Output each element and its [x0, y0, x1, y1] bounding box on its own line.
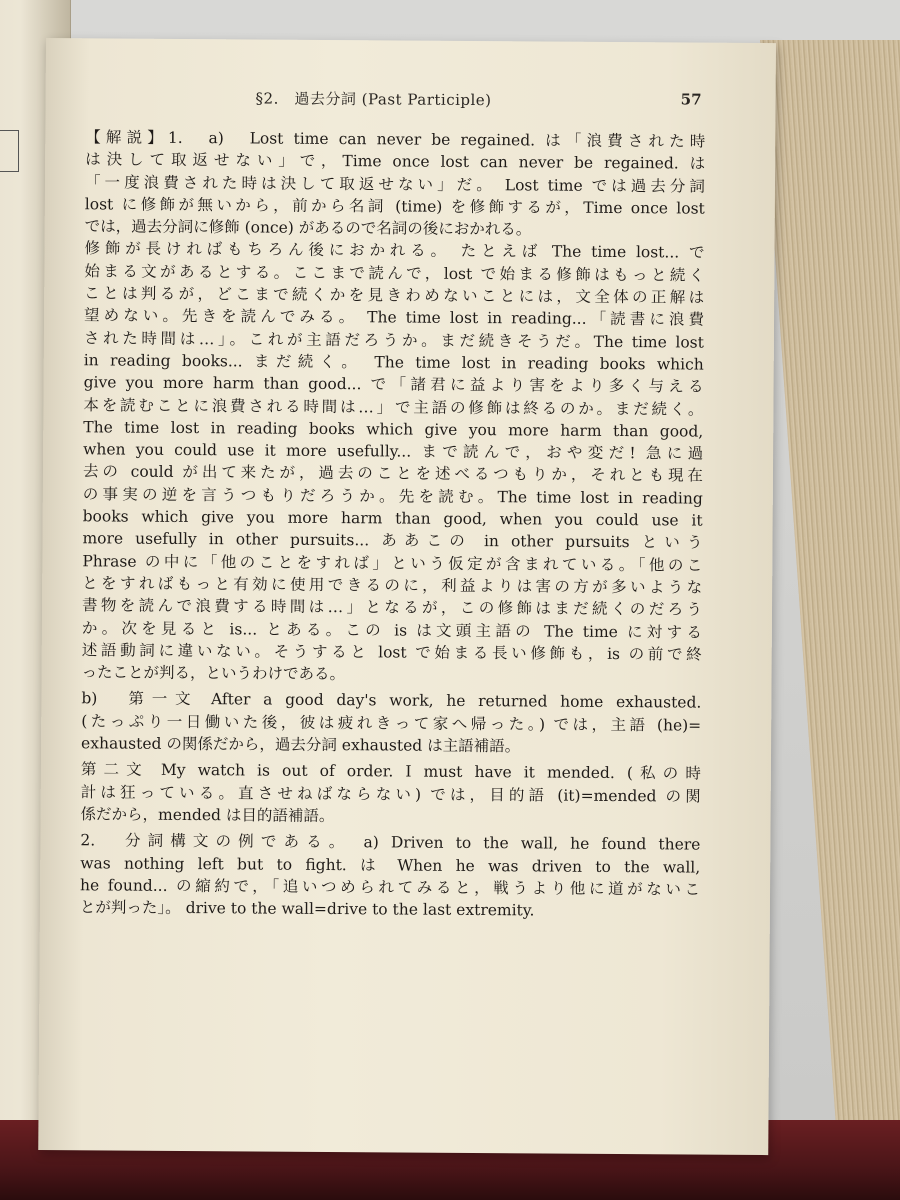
text-line: ったことが判る，というわけである。 [81, 663, 346, 684]
text-line: 修飾が長ければもちろん後におかれる。 たとえば The time lost... で [84, 239, 705, 263]
page-margin-mark [0, 130, 19, 172]
text-line: 始まる文があるとする。ここまで読んで，lost で始まる修飾はもっと続く [84, 262, 705, 285]
book-page [38, 38, 776, 1155]
text-line: lost に修飾が無いから，前から名詞 (time) を修飾するが，Time once lost [84, 195, 705, 218]
text-line: (たっぷり一日働いた後，彼は疲れきって家へ帰った。) では，主語 (he)= [81, 711, 702, 735]
page-number: 57 [680, 90, 702, 109]
text-line: b) 第一文 After a good day's work, he returned home exhausted. [81, 689, 702, 713]
text-line: 第二文 My watch is out of order. I must have it mended. (私の時 [80, 760, 701, 783]
text-line: give you more harm than good... で「諸君に益より害をより多く与える [83, 373, 704, 396]
text-line: か。次を見ると is... とある。この is は文頭主語の The time に対する [81, 618, 702, 642]
text-line: とが判った」。 drive to the wall=drive to the last extremity. [79, 898, 535, 920]
text-line: 【解説】1. a) Lost time can never be regained. は「浪費された時 [85, 128, 706, 151]
text-line: では，過去分詞に修飾 (once) があるので名詞の後におかれる。 [84, 217, 532, 239]
text-line: The time lost in reading books which give you more harm than good, [83, 418, 704, 441]
text-line: 本を読むことに浪費される時間は…」で主語の修飾は終るのか。まだ続く。 [83, 395, 704, 419]
text-line: Phrase の中に「他のことをすれば」という仮定が含まれている。「他のこ [82, 551, 703, 575]
text-line: more usefully in other pursuits... ああこの in other pursuits という [82, 529, 703, 552]
text-line: 「一度浪費された時は決して取返せない」だ。 Lost time では過去分詞 [84, 172, 706, 196]
text-line: の事実の逆を言うつもりだろうか。先を読む。The time lost in reading [82, 485, 703, 508]
text-line: 係だから，mended は目的語補語。 [80, 805, 335, 825]
text-line: exhausted の関係だから，過去分詞 exhausted は主語補語。 [81, 734, 521, 756]
text-line: 望めない。先きを読んでみる。 The time lost in reading...「読書に浪費 [83, 306, 705, 329]
text-line: ことは判るが，どこまで続くかを見きわめないことには，文全体の正解は [84, 284, 705, 307]
text-line: 去の could が出て来たが，過去のことを述べるつもりか，それとも現在 [82, 462, 704, 486]
text-line: とをすればもっと有効に使用できるのに，利益よりは害の方が多いような [82, 574, 703, 597]
running-head [45, 86, 775, 117]
text-line: was nothing left but to fight. は When he was driven to the wall, [80, 853, 701, 877]
text-line: books which give you more harm than good, when you could use it [82, 507, 703, 530]
page-body [80, 126, 706, 923]
page-block-edge [760, 40, 900, 1150]
text-line: 書物を読んで浪費する時間は…」となるが，この修飾はまだ続くのだろう [81, 596, 703, 619]
text-line: 計は狂っている。直させねばならない) では，目的語 (it)=mended の関 [80, 782, 701, 806]
text-line: he found... の縮約で，「追いつめられてみると，戦うより他に道がないこ [80, 876, 701, 899]
text-line: は決して取返せない」で，Time once lost can never be regained. は [85, 150, 706, 173]
text-line: when you could use it more usefully... まで読んで，おや変だ! 急に過 [83, 440, 704, 463]
text-line: 2. 分詞構文の例である。 a) Driven to the wall, he found there [80, 831, 701, 854]
section-title: §2. 過去分詞 (Past Participle) [255, 89, 492, 110]
text-line: された時間は…」。これが主語だろうか。まだ続きそうだ。The time lost [83, 328, 704, 352]
text-line: 述語動詞に違いない。そうすると lost で始まる長い修飾も，is の前で終 [81, 641, 702, 664]
text-line: in reading books... まだ続く。 The time lost in reading books which [83, 351, 704, 374]
